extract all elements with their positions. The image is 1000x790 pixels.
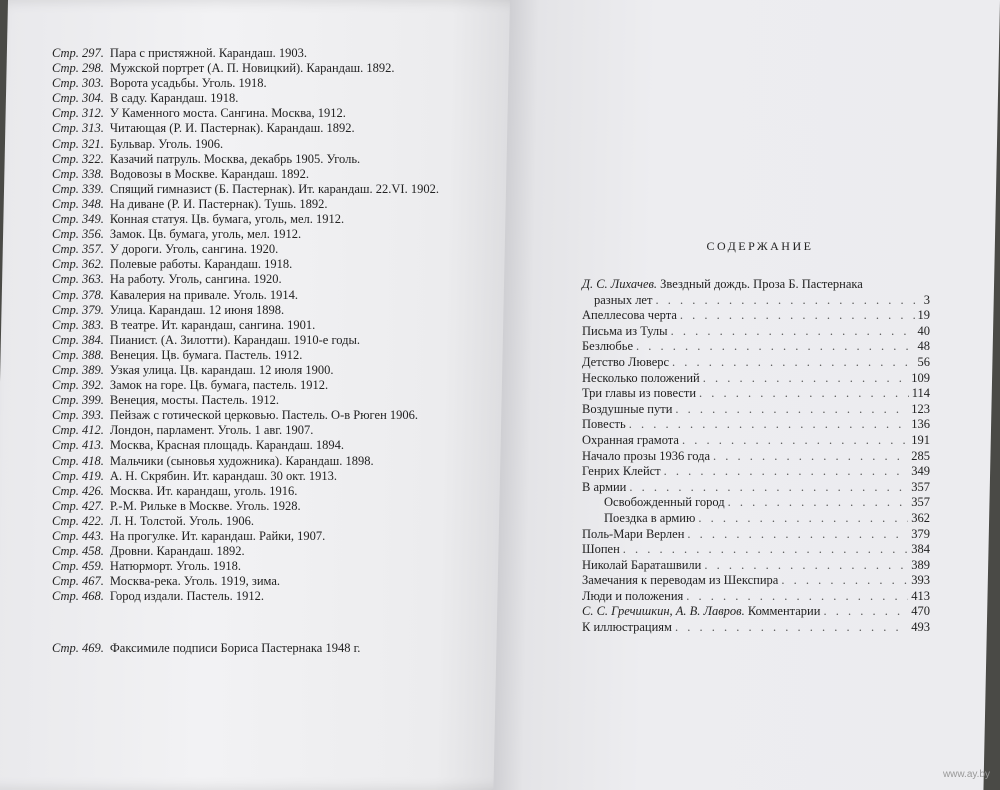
illustration-page-ref: Стр. 419. bbox=[52, 468, 104, 483]
illustration-page-ref: Стр. 443. bbox=[52, 529, 104, 543]
illustration-page-ref: Стр. 379. bbox=[52, 302, 104, 317]
toc-title-text: Апеллесова черта bbox=[582, 308, 677, 323]
illustration-caption: А. Н. Скрябин. Ит. карандаш. 30 окт. 1913. bbox=[109, 468, 338, 483]
illustration-entry bbox=[52, 393, 512, 408]
toc-title bbox=[582, 277, 863, 293]
illustration-page-ref: Стр. 378. bbox=[52, 287, 104, 302]
illustration-entry bbox=[52, 333, 512, 348]
toc-title-text: Повесть bbox=[582, 417, 626, 432]
illustration-caption: На прогулке. Ит. карандаш. Райки, 1907. bbox=[109, 529, 326, 543]
toc-title bbox=[582, 308, 677, 324]
illustration-entry bbox=[52, 121, 512, 136]
illustration-caption: Мальчики (сыновья художника). Карандаш. 1898. bbox=[109, 453, 374, 468]
toc-title bbox=[582, 558, 701, 574]
illustration-page-ref: Стр. 426. bbox=[52, 483, 104, 498]
illustration-entry bbox=[52, 514, 512, 529]
illustration-entry bbox=[52, 423, 512, 438]
illustration-caption: Бульвар. Уголь. 1906. bbox=[109, 136, 224, 151]
illustration-page-ref: Стр. 412. bbox=[52, 423, 104, 438]
toc-leader-dots bbox=[823, 604, 908, 620]
toc-leader-dots bbox=[698, 511, 908, 527]
toc-row bbox=[582, 464, 930, 480]
illustration-entry bbox=[52, 574, 512, 589]
illustration-entry bbox=[52, 46, 512, 61]
toc-title-text: разных лет bbox=[594, 292, 653, 307]
toc-row bbox=[582, 480, 930, 496]
illustration-entry bbox=[52, 438, 512, 453]
toc-title-text: Освобожденный город bbox=[604, 495, 725, 510]
illustration-entry bbox=[52, 212, 512, 227]
toc-title-text: Безлюбье bbox=[582, 339, 634, 354]
toc-leader-dots bbox=[655, 293, 920, 309]
facsimile-entry bbox=[52, 641, 512, 656]
illustration-page-ref: Стр. 303. bbox=[52, 76, 104, 91]
illustration-page-ref: Стр. 313. bbox=[52, 121, 104, 136]
toc-title bbox=[582, 480, 626, 496]
illustration-entry bbox=[52, 559, 512, 574]
toc-title-text: Поездка в армию bbox=[604, 510, 696, 525]
illustration-caption: Венеция. Цв. бумага. Пастель. 1912. bbox=[109, 347, 303, 362]
illustration-page-ref: Стр. 338. bbox=[52, 166, 104, 181]
illustration-caption: Л. Н. Толстой. Уголь. 1906. bbox=[109, 513, 254, 528]
illustration-caption: Замок на горе. Цв. бумага, пастель. 1912. bbox=[109, 378, 329, 393]
toc-row bbox=[582, 449, 930, 465]
toc-row bbox=[582, 308, 930, 324]
toc-title bbox=[582, 449, 710, 465]
toc-page-number: 413 bbox=[911, 588, 930, 603]
illustration-page-ref: Стр. 321. bbox=[52, 136, 104, 151]
illustration-page-ref: Стр. 393. bbox=[52, 408, 104, 423]
facsimile-text: Факсимиле подписи Бориса Пастернака 1948 г. bbox=[109, 641, 361, 655]
illustration-entry bbox=[52, 227, 512, 242]
toc-row bbox=[582, 417, 930, 433]
toc-page-number: 349 bbox=[911, 464, 930, 479]
toc-page-number: 40 bbox=[917, 323, 930, 338]
illustration-page-ref: Стр. 388. bbox=[52, 347, 104, 362]
illustration-caption: Москва-река. Уголь. 1919, зима. bbox=[109, 574, 281, 589]
illustration-caption: Замок. Цв. бумага, уголь, мел. 1912. bbox=[109, 227, 302, 242]
toc-title-text: Звездный дождь. Проза Б. Пастернака bbox=[660, 277, 863, 291]
toc-title bbox=[582, 371, 700, 387]
toc-leader-dots bbox=[686, 589, 908, 605]
illustration-entry bbox=[52, 272, 512, 287]
toc-title-text: Несколько положений bbox=[582, 370, 700, 385]
illustration-caption: Конная статуя. Цв. бумага, уголь, мел. 1912. bbox=[109, 212, 345, 227]
illustration-entry bbox=[52, 197, 512, 212]
toc-page-number: 389 bbox=[911, 557, 930, 572]
toc-page-number: 357 bbox=[911, 479, 930, 494]
toc-page-number: 379 bbox=[911, 526, 930, 541]
toc-row bbox=[582, 589, 930, 605]
toc-title-text: Письма из Тулы bbox=[582, 323, 668, 338]
illustration-entry bbox=[52, 242, 512, 257]
toc-row bbox=[582, 277, 930, 293]
illustration-page-ref: Стр. 298. bbox=[52, 61, 104, 76]
illustration-caption: Венеция, мосты. Пастель. 1912. bbox=[109, 393, 280, 408]
toc-page-number: 123 bbox=[911, 401, 930, 416]
illustration-page-ref: Стр. 389. bbox=[52, 362, 104, 377]
illustration-entry bbox=[52, 288, 512, 303]
toc-row bbox=[582, 620, 930, 636]
toc-title bbox=[582, 417, 626, 433]
toc-title-text: Три главы из повести bbox=[582, 386, 697, 401]
toc-leader-dots bbox=[781, 573, 908, 589]
illustration-entry bbox=[52, 378, 512, 393]
toc-page-number: 357 bbox=[911, 495, 930, 510]
toc-title bbox=[582, 464, 661, 480]
illustration-entry bbox=[52, 152, 512, 167]
toc-page-number: 109 bbox=[911, 370, 930, 385]
toc-title bbox=[582, 386, 696, 402]
toc-row bbox=[582, 324, 930, 340]
toc-title bbox=[582, 589, 683, 605]
illustration-caption: Водовозы в Москве. Карандаш. 1892. bbox=[109, 166, 310, 181]
illustration-caption: Дровни. Карандаш. 1892. bbox=[109, 544, 245, 559]
illustration-caption: Лондон, парламент. Уголь. 1 авг. 1907. bbox=[109, 423, 314, 438]
toc-title bbox=[594, 293, 652, 309]
toc-title-text: Комментарии bbox=[747, 604, 821, 619]
illustration-page-ref: Стр. 399. bbox=[52, 393, 104, 408]
contents-heading: СОДЕРЖАНИЕ bbox=[706, 239, 814, 253]
toc-leader-dots bbox=[664, 464, 909, 480]
illustration-caption: Пианист. (А. Зилотти). Карандаш. 1910-е годы. bbox=[109, 332, 361, 347]
toc-author: С. С. Гречишкин, А. В. Лавров. bbox=[582, 604, 745, 619]
illustration-entry bbox=[52, 408, 512, 423]
toc-page-number: 3 bbox=[923, 292, 930, 307]
illustration-page-ref: Стр. 458. bbox=[52, 544, 104, 559]
toc-page-number: 470 bbox=[911, 604, 930, 619]
illustration-caption: Читающая (Р. И. Пастернак). Карандаш. 1892. bbox=[109, 121, 355, 136]
toc-title-text: В армии bbox=[582, 479, 627, 494]
illustration-entry bbox=[52, 91, 512, 106]
illustration-page-ref: Стр. 392. bbox=[52, 378, 104, 393]
illustration-list bbox=[52, 46, 512, 604]
toc-title-text: Охранная грамота bbox=[582, 432, 679, 447]
toc-page-number: 493 bbox=[911, 620, 930, 635]
toc-title-text: Воздушные пути bbox=[582, 401, 673, 416]
toc-title bbox=[582, 402, 672, 418]
toc-page-number: 362 bbox=[911, 510, 930, 525]
illustration-entry bbox=[52, 303, 512, 318]
toc-row bbox=[582, 558, 930, 574]
toc-title-text: Люди и положения bbox=[582, 588, 684, 603]
toc-leader-dots bbox=[713, 449, 908, 465]
toc-row bbox=[582, 402, 930, 418]
illustration-caption: На диване (Р. И. Пастернак). Тушь. 1892. bbox=[109, 196, 328, 211]
toc-title-text: К иллюстрациям bbox=[582, 620, 672, 635]
toc-row bbox=[582, 604, 930, 620]
illustration-caption: Полевые работы. Карандаш. 1918. bbox=[109, 257, 293, 272]
toc-title bbox=[582, 542, 620, 558]
toc-row bbox=[582, 293, 930, 309]
illustration-entry bbox=[52, 589, 512, 604]
illustration-page-ref: Стр. 422. bbox=[52, 513, 104, 528]
illustration-caption: Спящий гимназист (Б. Пастернак). Ит. карандаш. 22.VI. 1902. bbox=[109, 181, 439, 196]
toc-title-text: Генрих Клейст bbox=[582, 464, 661, 479]
toc-row bbox=[582, 433, 930, 449]
toc-leader-dots bbox=[629, 480, 908, 496]
toc-title-text: Поль-Мари Верлен bbox=[582, 526, 685, 541]
illustration-entry bbox=[52, 137, 512, 152]
toc-page-number: 393 bbox=[911, 573, 930, 588]
toc-title bbox=[582, 355, 669, 371]
toc-leader-dots bbox=[699, 386, 909, 402]
toc-page-number: 114 bbox=[911, 386, 930, 401]
toc-page-number: 285 bbox=[911, 448, 930, 463]
illustration-entry bbox=[52, 318, 512, 333]
toc-leader-dots bbox=[728, 495, 909, 511]
illustration-caption: Ворота усадьбы. Уголь. 1918. bbox=[109, 76, 267, 91]
toc-title bbox=[582, 324, 668, 340]
illustration-page-ref: Стр. 383. bbox=[52, 317, 104, 332]
toc-row bbox=[582, 495, 930, 511]
toc-title bbox=[582, 527, 684, 543]
illustration-page-ref: Стр. 468. bbox=[52, 589, 104, 604]
toc-leader-dots bbox=[687, 527, 908, 543]
toc-row bbox=[582, 511, 930, 527]
toc-title-text: Начало прозы 1936 года bbox=[582, 448, 711, 463]
illustration-entry bbox=[52, 182, 512, 197]
illustration-page-ref: Стр. 312. bbox=[52, 106, 104, 121]
illustration-caption: Пара с пристяжной. Карандаш. 1903. bbox=[109, 46, 307, 60]
illustration-entry bbox=[52, 499, 512, 514]
toc-row bbox=[582, 573, 930, 589]
toc-page-number: 19 bbox=[917, 308, 930, 323]
illustration-caption: Улица. Карандаш. 12 июня 1898. bbox=[109, 302, 285, 317]
illustration-entry bbox=[52, 348, 512, 363]
toc-title bbox=[582, 604, 820, 620]
toc-title-text: Замечания к переводам из Шекспира bbox=[582, 573, 779, 588]
toc-leader-dots bbox=[629, 417, 909, 433]
illustration-page-ref: Стр. 363. bbox=[52, 272, 104, 287]
illustration-page-ref: Стр. 467. bbox=[52, 574, 104, 589]
toc-leader-dots bbox=[672, 355, 914, 371]
toc-leader-dots bbox=[703, 371, 909, 387]
illustration-caption: Казачий патруль. Москва, декабрь 1905. Уголь. bbox=[109, 151, 361, 166]
toc-row bbox=[582, 527, 930, 543]
toc-leader-dots bbox=[680, 308, 915, 324]
toc-title-text: Николай Бараташвили bbox=[582, 557, 702, 572]
illustration-caption: В саду. Карандаш. 1918. bbox=[109, 91, 239, 106]
illustration-entry bbox=[52, 529, 512, 544]
illustration-caption: Пейзаж с готической церковью. Пастель. О-в Рюген 1906. bbox=[109, 408, 419, 423]
illustration-entry bbox=[52, 484, 512, 499]
illustration-page-ref: Стр. 304. bbox=[52, 91, 104, 106]
toc-row bbox=[582, 355, 930, 371]
toc-leader-dots bbox=[675, 402, 908, 418]
illustration-entry bbox=[52, 61, 512, 76]
illustration-page-ref: Стр. 459. bbox=[52, 559, 104, 574]
illustration-page-ref: Стр. 384. bbox=[52, 332, 104, 347]
toc-leader-dots bbox=[671, 324, 915, 340]
illustration-entry bbox=[52, 454, 512, 469]
toc-leader-dots bbox=[675, 620, 908, 636]
toc-title-text: Детство Люверс bbox=[582, 354, 670, 369]
illustration-caption: Москва, Красная площадь. Карандаш. 1894. bbox=[109, 438, 345, 453]
toc-title bbox=[582, 620, 672, 636]
toc-title bbox=[604, 495, 725, 511]
toc-leader-dots bbox=[704, 558, 908, 574]
illustration-page-ref: Стр. 427. bbox=[52, 498, 104, 513]
illustration-page-ref: Стр. 348. bbox=[52, 196, 104, 211]
toc-page-number: 136 bbox=[911, 417, 930, 432]
toc-page-number: 191 bbox=[911, 432, 930, 447]
illustration-caption: В театре. Ит. карандаш, сангина. 1901. bbox=[109, 317, 316, 332]
illustration-caption: У Каменного моста. Сангина. Москва, 1912. bbox=[109, 106, 346, 121]
illustration-entry bbox=[52, 544, 512, 559]
toc-page-number: 48 bbox=[917, 339, 930, 354]
illustration-page-ref: Стр. 413. bbox=[52, 438, 104, 453]
illustration-caption: Р.-М. Рильке в Москве. Уголь. 1928. bbox=[109, 498, 301, 513]
illustration-caption: Узкая улица. Цв. карандаш. 12 июля 1900. bbox=[109, 362, 334, 377]
toc-page-number: 384 bbox=[911, 542, 930, 557]
toc-row bbox=[582, 386, 930, 402]
toc-title bbox=[582, 433, 679, 449]
watermark: www.ay.by bbox=[942, 769, 990, 780]
illustration-entry bbox=[52, 363, 512, 378]
illustration-entry bbox=[52, 167, 512, 182]
toc-title bbox=[582, 339, 633, 355]
illustration-page-ref: Стр. 418. bbox=[52, 453, 104, 468]
toc-page-number: 56 bbox=[917, 354, 930, 369]
illustration-entry bbox=[52, 76, 512, 91]
toc-leader-dots bbox=[623, 542, 908, 558]
toc-row bbox=[582, 542, 930, 558]
table-of-contents bbox=[582, 277, 930, 636]
illustration-page-ref: Стр. 349. bbox=[52, 212, 104, 227]
illustration-page-ref: Стр. 339. bbox=[52, 181, 104, 196]
toc-title bbox=[604, 511, 695, 527]
illustration-caption: Кавалерия на привале. Уголь. 1914. bbox=[109, 287, 299, 302]
illustration-caption: На работу. Уголь, сангина. 1920. bbox=[109, 272, 282, 287]
toc-leader-dots bbox=[636, 339, 914, 355]
toc-title-text: Шопен bbox=[582, 542, 620, 557]
illustration-page-ref: Стр. 356. bbox=[52, 227, 104, 242]
facsimile-ref: Стр. 469. bbox=[52, 641, 104, 655]
toc-row bbox=[582, 339, 930, 355]
illustration-page-ref: Стр. 357. bbox=[52, 242, 104, 257]
illustration-page-ref: Стр. 322. bbox=[52, 151, 104, 166]
illustration-caption: Москва. Ит. карандаш, уголь. 1916. bbox=[109, 483, 298, 498]
toc-author: Д. С. Лихачев. bbox=[582, 277, 658, 291]
illustration-caption: У дороги. Уголь, сангина. 1920. bbox=[109, 242, 279, 257]
toc-title bbox=[582, 573, 778, 589]
toc-row bbox=[582, 371, 930, 387]
illustration-caption: Город издали. Пастель. 1912. bbox=[109, 589, 264, 604]
illustration-entry bbox=[52, 106, 512, 121]
illustration-page-ref: Стр. 297. bbox=[52, 46, 104, 60]
toc-leader-dots bbox=[682, 433, 908, 449]
illustration-page-ref: Стр. 362. bbox=[52, 257, 104, 272]
illustration-entry bbox=[52, 257, 512, 272]
illustration-caption: Мужской портрет (А. П. Новицкий). Карандаш. 1892. bbox=[109, 61, 395, 76]
illustration-entry bbox=[52, 469, 512, 484]
illustration-caption: Натюрморт. Уголь. 1918. bbox=[109, 559, 242, 574]
